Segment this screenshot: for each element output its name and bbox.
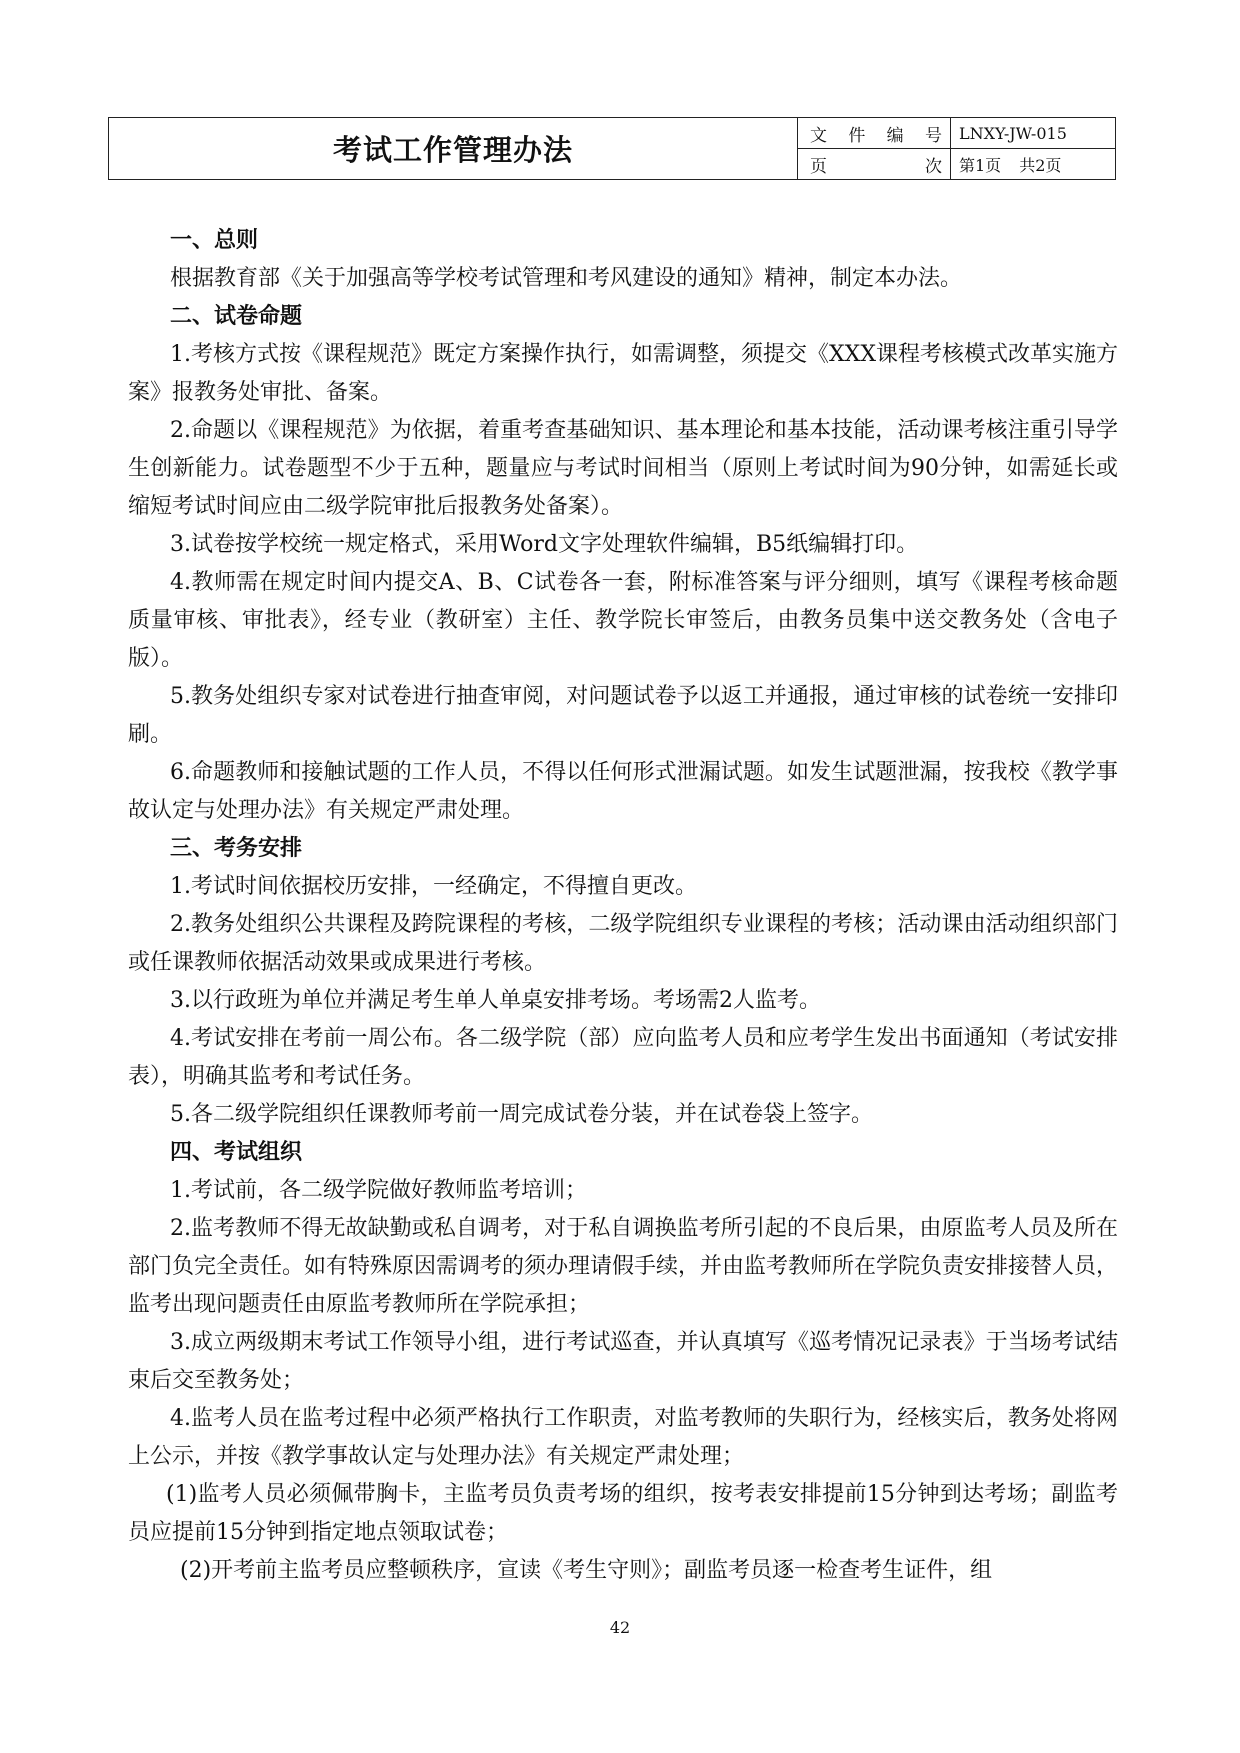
page-number: 42 — [609, 1618, 631, 1637]
paragraph: 2.命题以《课程规范》为依据，着重考查基础知识、基本理论和基本技能，活动课考核注重引导学生创新能力。试卷题型不少于五种，题量应与考试时间相当（原则上考试时间为90分钟，如需延长或缩短考试时间应由二级学院审批后报教务处备案）。 — [128, 418, 1118, 519]
page-count-label: 页 次 — [798, 149, 951, 179]
paragraph: 1.考核方式按《课程规范》既定方案操作执行，如需调整，须提交《XXX课程考核模式改革实施方案》报教务处审批、备案。 — [128, 342, 1118, 405]
section-heading-exam-affairs: 三、考务安排 — [170, 836, 303, 861]
paragraph: 2.教务处组织公共课程及跨院课程的考核，二级学院组织专业课程的考核；活动课由活动组织部门或任课教师依据活动效果或成果进行考核。 — [128, 912, 1118, 975]
document-title: 考试工作管理办法 — [109, 118, 798, 179]
paragraph: 4.监考人员在监考过程中必须严格执行工作职责，对监考教师的失职行为，经核实后，教务处将网上公示，并按《教学事故认定与处理办法》有关规定严肃处理； — [128, 1406, 1118, 1469]
paragraph: 3.成立两级期末考试工作领导小组，进行考试巡查，并认真填写《巡考情况记录表》于当场考试结束后交至教务处； — [128, 1330, 1118, 1393]
section-heading-general: 一、总则 — [170, 228, 259, 253]
document-header-table — [108, 117, 1116, 180]
paragraph: (1)监考人员必须佩带胸卡，主监考员负责考场的组织，按考表安排提前15分钟到达考场；副监考员应提前15分钟到指定地点领取试卷； — [128, 1482, 1118, 1545]
paragraph: 6.命题教师和接触试题的工作人员，不得以任何形式泄漏试题。如发生试题泄漏，按我校《教学事故认定与处理办法》有关规定严肃处理。 — [128, 760, 1118, 823]
paragraph: 2.监考教师不得无故缺勤或私自调考，对于私自调换监考所引起的不良后果，由原监考人员及所在部门负完全责任。如有特殊原因需调考的须办理请假手续，并由监考教师所在学院负责安排接替人员，监考出现问题责任由原监考教师所在学院承担； — [128, 1216, 1119, 1317]
paragraph: 5.各二级学院组织任课教师考前一周完成试卷分装，并在试卷袋上签字。 — [170, 1102, 873, 1127]
document-meta — [798, 118, 1115, 179]
paragraph: (2)开考前主监考员应整顿秩序，宣读《考生守则》；副监考员逐一检查考生证件，组 — [180, 1558, 993, 1583]
paragraph: 1.考试时间依据校历安排，一经确定，不得擅自更改。 — [170, 874, 697, 899]
page-count-row — [798, 148, 1115, 179]
paragraph: 3.以行政班为单位并满足考生单人单桌安排考场。考场需2人监考。 — [170, 988, 821, 1013]
doc-number-value: LNXY-JW-015 — [959, 123, 1067, 143]
paragraph: 根据教育部《关于加强高等学校考试管理和考风建设的通知》精神，制定本办法。 — [170, 266, 963, 291]
paragraph: 4.考试安排在考前一周公布。各二级学院（部）应向监考人员和应考学生发出书面通知（考试安排表），明确其监考和考试任务。 — [128, 1026, 1118, 1089]
paragraph: 5.教务处组织专家对试卷进行抽查审阅，对问题试卷予以返工并通报，通过审核的试卷统一安排印刷。 — [128, 684, 1118, 747]
section-heading-exam-organization: 四、考试组织 — [170, 1140, 303, 1165]
page-count-value: 第1页 共2页 — [959, 155, 1062, 175]
doc-number-row — [798, 118, 1115, 148]
document-body — [128, 222, 1118, 1590]
paragraph: 1.考试前，各二级学院做好教师监考培训； — [170, 1178, 587, 1203]
paragraph: 4.教师需在规定时间内提交A、B、C试卷各一套，附标准答案与评分细则，填写《课程考核命题质量审核、审批表》，经专业（教研室）主任、教学院长审签后，由教务员集中送交教务处（含电子版）。 — [128, 570, 1118, 671]
paragraph: 3.试卷按学校统一规定格式，采用Word文字处理软件编辑，B5纸编辑打印。 — [170, 532, 919, 557]
doc-number-label: 文 件 编 号 — [798, 118, 951, 148]
section-heading-exam-paper: 二、试卷命题 — [170, 304, 303, 329]
